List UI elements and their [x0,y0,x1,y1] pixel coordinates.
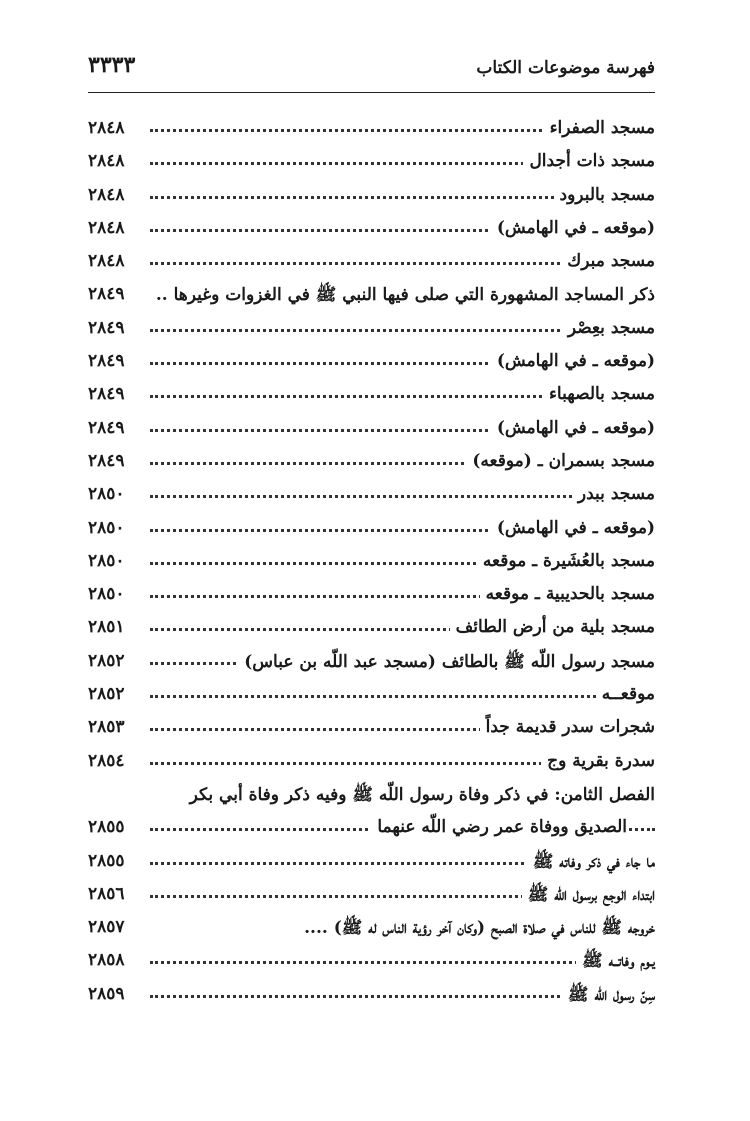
toc-entry-title: الصديق ووفاة عمر رضي اللّه عنهما [371,817,627,837]
toc-entry-title: مسجد مبرك [561,251,655,271]
toc-entry [88,512,655,545]
table-of-contents [88,112,655,1011]
toc-entry-title: مسجد بالصهباء [543,384,655,404]
toc-entry [88,412,655,445]
toc-entry-page: ٢٨٥٤ [88,751,146,771]
toc-entry-title: مسجد الصفراء [544,118,655,138]
toc-entry [88,545,655,578]
toc-entry-title: ما جاء في ذكر وفاته ﷺ [527,851,655,876]
toc-entry [88,811,655,844]
page-header [88,52,655,93]
toc-entry [88,145,655,178]
toc-entry-title: شجرات سدر قديمة جداً [480,717,655,737]
toc-entry-page: ٢٨٥٧ [88,917,146,937]
toc-entry-title: خروجه ﷺ للناس في صلاة الصبح (وكان آخر رؤية الناس له ﷺ) .... [298,917,655,942]
toc-entry-title: مسجد رسول اللّه ﷺ بالطائف (مسجد عبد اللّه بن عباس) [238,651,655,676]
toc-entry [88,179,655,212]
toc-entry-title: مسجد بالعُشَيرة ـ موقعه [477,551,655,571]
toc-entry [88,312,655,345]
toc-entry [88,711,655,744]
toc-entry [88,578,655,611]
toc-entry [88,478,655,511]
toc-entry [88,445,655,478]
toc-entry [88,112,655,145]
toc-entry-page: ٢٨٤٩ [88,384,146,404]
toc-entry-title: مسجد بالبرود [554,185,655,205]
toc-entry-title: يـوم وفاتــه ﷺ [576,950,655,975]
toc-entry [88,678,655,711]
toc-entry-page: ٢٨٤٨ [88,218,146,238]
toc-entry-page: ٢٨٥٨ [88,950,146,970]
toc-entry [88,278,655,311]
toc-entry-page: ٢٨٤٩ [88,351,146,371]
toc-entry-title: مسجد ذات أجدال [523,151,655,171]
toc-entry-page: ٢٨٥٢ [88,684,146,704]
toc-entry-title: مسجد بعِصْر [562,318,655,338]
toc-entry-page: ٢٨٥٩ [88,984,146,1004]
toc-entry-page: ٢٨٥٠ [88,584,146,604]
toc-entry-page: ٢٨٤٨ [88,251,146,271]
toc-entry [88,245,655,278]
toc-entry-page: ٢٨٥٦ [88,884,146,904]
toc-entry [88,345,655,378]
toc-entry-page: ٢٨٥٠ [88,518,146,538]
toc-entry [88,845,655,878]
toc-entry [88,745,655,778]
toc-entry-page: ٢٨٤٨ [88,185,146,205]
toc-entry-page: ٢٨٥٥ [88,851,146,871]
toc-entry-page: ٢٨٤٩ [88,451,146,471]
toc-entry-title: مسجد بلية من أرض الطائف [450,617,655,637]
toc-entry-title: (موقعه ـ في الهامش) [491,351,655,371]
toc-entry-title: (موقعه ـ في الهامش) [491,218,655,238]
toc-entry-title: سدرة بقرية وج [541,751,655,771]
toc-entry-title: (موقعه ـ في الهامش) [491,518,655,538]
toc-entry-page: ٢٨٥٠ [88,484,146,504]
toc-entry-page: ٢٨٤٨ [88,118,146,138]
toc-entry-page: ٢٨٤٩ [88,284,146,304]
toc-entry-title: سِنّ رسول اللّه ﷺ [562,984,655,1009]
toc-entry [88,978,655,1011]
toc-entry-title: (موقعه ـ في الهامش) [491,418,655,438]
toc-entry [88,944,655,977]
toc-entry-page: ٢٨٤٩ [88,318,146,338]
toc-entry-title: موقعــه [596,684,655,704]
page-number: ٣٣٣٣ [88,52,136,78]
toc-entry-page: ٢٨٤٨ [88,151,146,171]
toc-entry-page: ٢٨٤٩ [88,418,146,438]
toc-entry-title: ذكر المساجد المشهورة التي صلى فيها النبي ﷺ في الغزوات وغيرها .. [150,284,655,309]
toc-entry [88,378,655,411]
toc-entry [88,611,655,644]
toc-chapter-heading [88,778,655,811]
toc-entry-page: ٢٨٥٢ [88,651,146,671]
toc-entry-title: مسجد بالحديبية ـ موقعه [480,584,655,604]
toc-entry [88,878,655,911]
toc-entry [88,645,655,678]
toc-entry-page: ٢٨٥١ [88,617,146,637]
dot-leader [150,695,655,698]
toc-entry-page: ٢٨٥٠ [88,551,146,571]
toc-entry [88,911,655,944]
toc-entry-title: ابتداء الوجع برسول اللّه ﷺ [522,884,655,909]
toc-entry-title: مسجد ببدر [572,484,655,504]
running-title: فهرسة موضوعات الكتاب [476,58,655,78]
toc-entry-title: الفصل الثامن: في ذكر وفاة رسول اللّه ﷺ وفيه ذكر وفاة أبي بكر [184,784,655,809]
toc-entry-page: ٢٨٥٥ [88,817,146,837]
toc-entry-title: مسجد بسمران ـ (موقعه) [466,451,655,471]
toc-entry-page: ٢٨٥٣ [88,717,146,737]
toc-entry [88,212,655,245]
